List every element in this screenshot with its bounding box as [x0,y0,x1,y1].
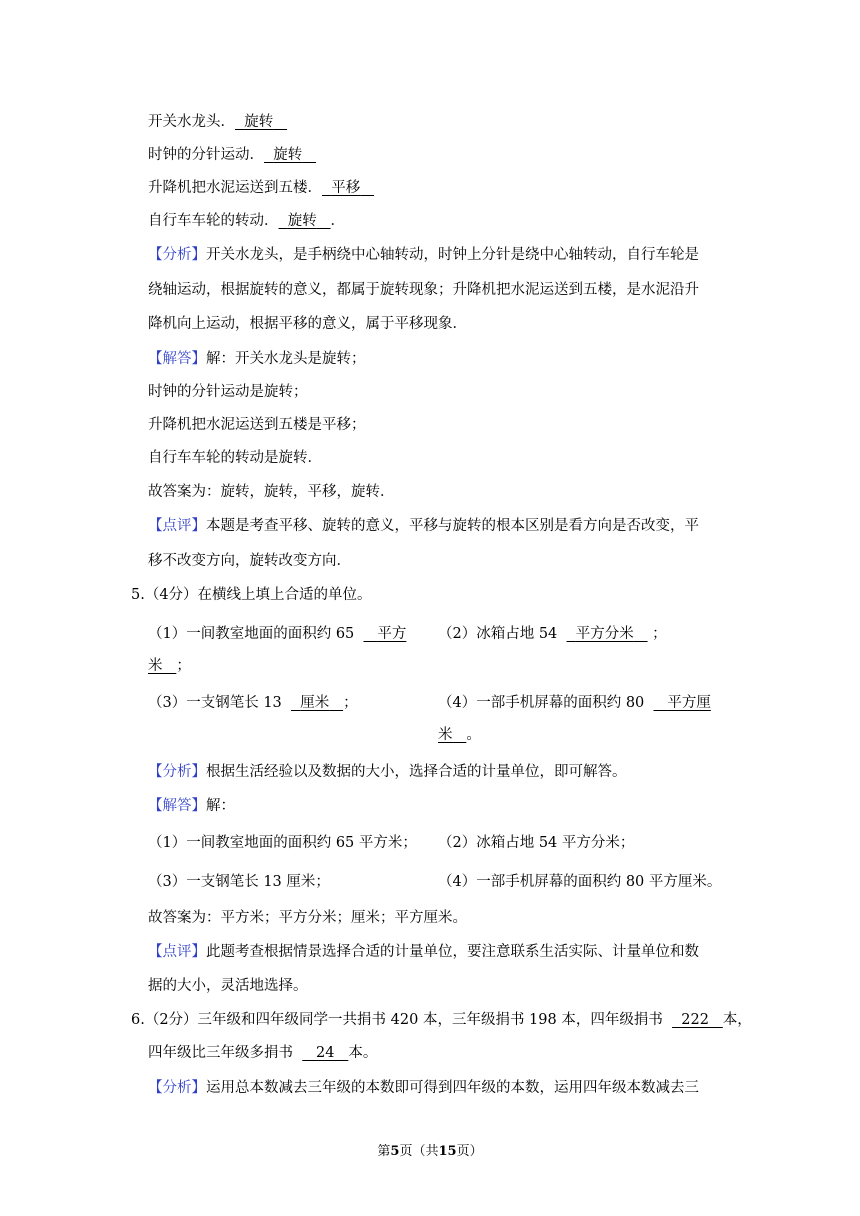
answer-line-4: 自行车车轮的转动． 旋转 ． [148,213,346,229]
solution-line: 【解答】解：开关水龙头是旋转； [148,351,366,367]
comment-line: 移不改变方向，旋转改变方向． [148,553,351,569]
solution-tag: 【解答】 [148,351,206,367]
question-item-1: （1）一间教室地面的面积约 65 平方 [148,626,407,642]
analysis-line: 绕轴运动，根据旋转的意义，都属于旋转现象；升降机把水泥运送到五楼，是水泥沿升 [148,282,699,298]
comment-line: 据的大小，灵活地选择。 [148,978,308,994]
answer-blank: 旋转 [273,147,303,163]
solution-item-1: （1）一间教室地面的面积约 65 平方米； [148,835,417,851]
answer-summary: 故答案为：旋转，旋转，平移，旋转． [148,484,395,500]
answer-summary: 故答案为：平方米；平方分米；厘米；平方厘米。 [148,910,467,926]
solution-line: 自行车车轮的转动是旋转． [148,450,322,466]
answer-line-3: 升降机把水泥运送到五楼． 平移 [148,178,374,198]
solution-item-4: （4）一部手机屏幕的面积约 80 平方厘米。 [438,874,722,890]
answer-line-2: 时钟的分针运动． 旋转 [148,145,316,165]
question-item-2: （2）冰箱占地 54 平方分米 ； [438,626,667,642]
page-footer: 第5页（共15页） [377,1144,483,1159]
answer-blank: 222 [681,1012,709,1028]
solution-line: 升降机把水泥运送到五楼是平移； [148,417,366,433]
analysis-line: 【分析】根据生活经验以及数据的大小，选择合适的计量单位，即可解答。 [148,764,627,780]
answer-blank: 旋转 [287,213,317,229]
comment-tag: 【点评】 [148,518,206,534]
analysis-line: 降机向上运动，根据平移的意义，属于平移现象． [148,316,467,332]
analysis-tag: 【分析】 [148,1080,206,1096]
page-number: 5 [390,1144,400,1159]
answer-blank: 平移 [331,180,361,196]
question-title: 6.（2分）三年级和四年级同学一共捐书 420 本，三年级捐书 198 本，四年级捐书 222 本， [131,1012,752,1028]
answer-blank: 24 [316,1045,335,1061]
solution-item-3: （3）一支钢笔长 13 厘米； [148,874,330,890]
solution-line: 时钟的分针运动是旋转； [148,384,308,400]
analysis-line: 【分析】开关水龙头，是手柄绕中心轴转动，时钟上分针是绕中心轴转动，自行车轮是 [148,247,699,263]
question-item-1-cont: 米 ； [148,658,191,674]
answer-blank: 平方厘 [667,695,711,711]
analysis-tag: 【分析】 [148,247,206,263]
question-title: 5.（4分）在横线上填上合适的单位。 [131,587,372,603]
question-item-4-cont: 米 。 [438,727,481,743]
solution-line: 【解答】解： [148,798,235,814]
answer-blank: 平方分米 [575,626,634,642]
question-title-cont: 四年级比三年级多捐书 24 本。 [148,1045,378,1061]
analysis-line: 【分析】运用总本数减去三年级的本数即可得到四年级的本数，运用四年级本数减去三 [148,1080,699,1096]
question-item-4: （4）一部手机屏幕的面积约 80 平方厘 [438,695,711,711]
page-total: 15 [438,1144,457,1159]
comment-tag: 【点评】 [148,944,206,960]
answer-blank: 米 [438,727,453,743]
solution-item-2: （2）冰箱占地 54 平方分米； [438,835,635,851]
answer-line-1: 开关水龙头． 旋转 [148,112,287,132]
question-item-3: （3）一支钢笔长 13 厘米 ； [148,695,358,711]
comment-line: 【点评】本题是考查平移、旋转的意义，平移与旋转的根本区别是看方向是否改变，平 [148,518,699,534]
analysis-tag: 【分析】 [148,764,206,780]
answer-blank: 米 [148,658,163,674]
answer-blank: 厘米 [300,695,330,711]
comment-line: 【点评】此题考查根据情景选择合适的计量单位，要注意联系生活实际、计量单位和数 [148,944,699,960]
answer-blank: 旋转 [244,114,274,130]
solution-tag: 【解答】 [148,798,206,814]
answer-blank: 平方 [377,626,407,642]
